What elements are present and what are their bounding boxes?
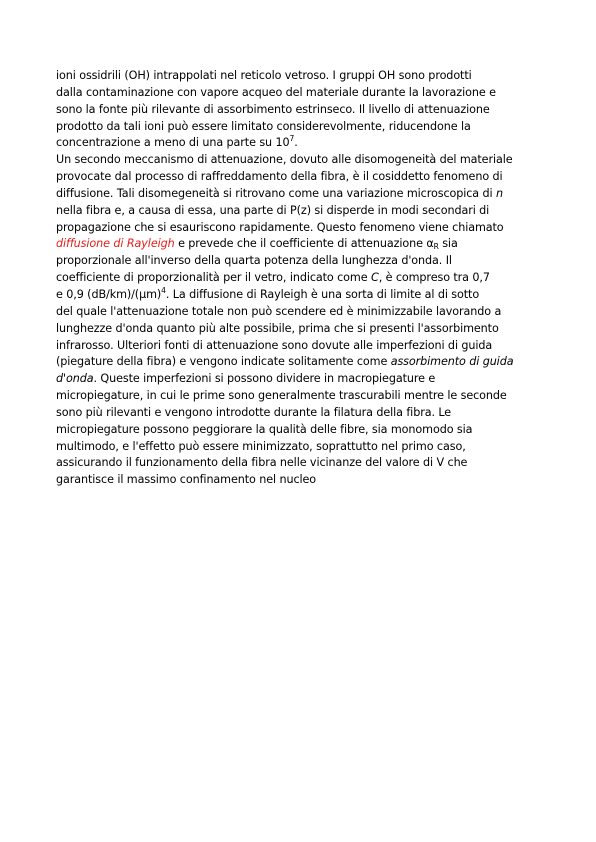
text-line (56, 472, 546, 489)
text-span: nella fibra e, a causa di essa, una parte di P(z) si disperde in modi secondari di (56, 203, 490, 217)
superscript: 4 (161, 285, 166, 295)
text-span: lunghezze d'onda quanto più alte possibile, prima che si presenti l'assorbimento (56, 321, 499, 335)
text-line (56, 388, 546, 405)
text-span: coefficiente di proporzionalità per il vetro, indicato come (56, 271, 371, 285)
text-line (56, 102, 546, 119)
text-span: e prevede che il coefficiente di attenuazione (174, 237, 427, 251)
text-span: sono la fonte più rilevante di assorbimento estrinseco. Il livello di attenuazione (56, 102, 490, 116)
text-line (56, 321, 546, 338)
text-line (56, 203, 546, 220)
superscript: 7 (289, 134, 295, 144)
body-text (56, 68, 546, 489)
text-span: dalla contaminazione con vapore acqueo del materiale durante la lavorazione e (56, 85, 496, 99)
text-line (56, 405, 546, 422)
text-line (56, 287, 546, 304)
text-line (56, 439, 546, 456)
text-span: multimodo, e l'effetto può essere minimizzato, soprattutto nel primo caso, (56, 439, 466, 453)
text-span: micropiegature possono peggiorare la qualità delle fibre, sia monomodo sia (56, 422, 473, 436)
text-span: micropiegature, in cui le prime sono generalmente trascurabili mentre le seconde (56, 389, 507, 403)
italic-term: d'onda (56, 372, 94, 386)
text-line (56, 304, 546, 321)
text-span: . Queste imperfezioni si possono dividere in macropiegature e (93, 372, 436, 386)
text-line (56, 236, 546, 253)
italic-symbol: C (370, 271, 379, 285)
text-span: sia (438, 237, 458, 251)
text-line (56, 169, 546, 186)
text-span: (piegature della fibra) e vengono indicate solitamente come (56, 355, 391, 369)
text-span: sono più rilevanti e vengono introdotte durante la filatura della fibra. Le (56, 405, 452, 419)
text-line (56, 371, 546, 388)
text-span: Un secondo meccanismo di attenuazione, dovuto alle disomogeneità del materiale (56, 153, 513, 167)
text-line (56, 68, 546, 85)
text-line (56, 135, 546, 152)
text-line (56, 422, 546, 439)
subscript: R (433, 242, 439, 252)
highlighted-term: diffusione di Rayleigh (56, 237, 175, 251)
text-line (56, 152, 546, 169)
text-span: prodotto da tali ioni può essere limitato considerevolmente, riducendone la (56, 119, 471, 133)
text-span: . La diffusione di Rayleigh è una sorta di limite al di sotto (165, 287, 480, 301)
text-line (56, 220, 546, 237)
text-span: garantisce il massimo confinamento nel nucleo (56, 473, 317, 487)
text-span: assicurando il funzionamento della fibra nelle vicinanze del valore di V che (56, 456, 468, 470)
text-line (56, 85, 546, 102)
text-line (56, 338, 546, 355)
text-line (56, 186, 546, 203)
text-line (56, 119, 546, 136)
text-line (56, 253, 546, 270)
text-line (56, 354, 546, 371)
italic-term: assorbimento di guida (390, 355, 514, 369)
text-span: proporzionale all'inverso della quarta potenza della lunghezza d'onda. Il (56, 254, 452, 268)
italic-symbol: n (496, 186, 503, 200)
text-span: . (294, 136, 298, 150)
text-span: provocate dal processo di raffreddamento della fibra, è il cosiddetto fenomeno di (56, 170, 503, 184)
text-span: e 0,9 (dB/km)/(μm) (56, 287, 162, 301)
text-span: , è compreso tra 0,7 (378, 271, 490, 285)
text-line (56, 270, 546, 287)
text-line (56, 455, 546, 472)
text-span: infrarosso. Ulteriori fonti di attenuazione sono dovute alle imperfezioni di guida (56, 338, 493, 352)
text-span: del quale l'attenuazione totale non può scendere ed è minimizzabile lavorando a (56, 304, 502, 318)
text-span: diffusione. Tali disomegeneità si ritrovano come una variazione microscopica di (56, 186, 493, 200)
alpha-symbol: α (426, 237, 434, 251)
text-span: ioni ossidrili (OH) intrappolati nel reticolo vetroso. I gruppi OH sono prodotti (56, 69, 472, 82)
text-span: propagazione che si esauriscono rapidamente. Questo fenomeno viene chiamato (56, 220, 504, 234)
text-span: concentrazione a meno di una parte su 10 (56, 136, 290, 150)
